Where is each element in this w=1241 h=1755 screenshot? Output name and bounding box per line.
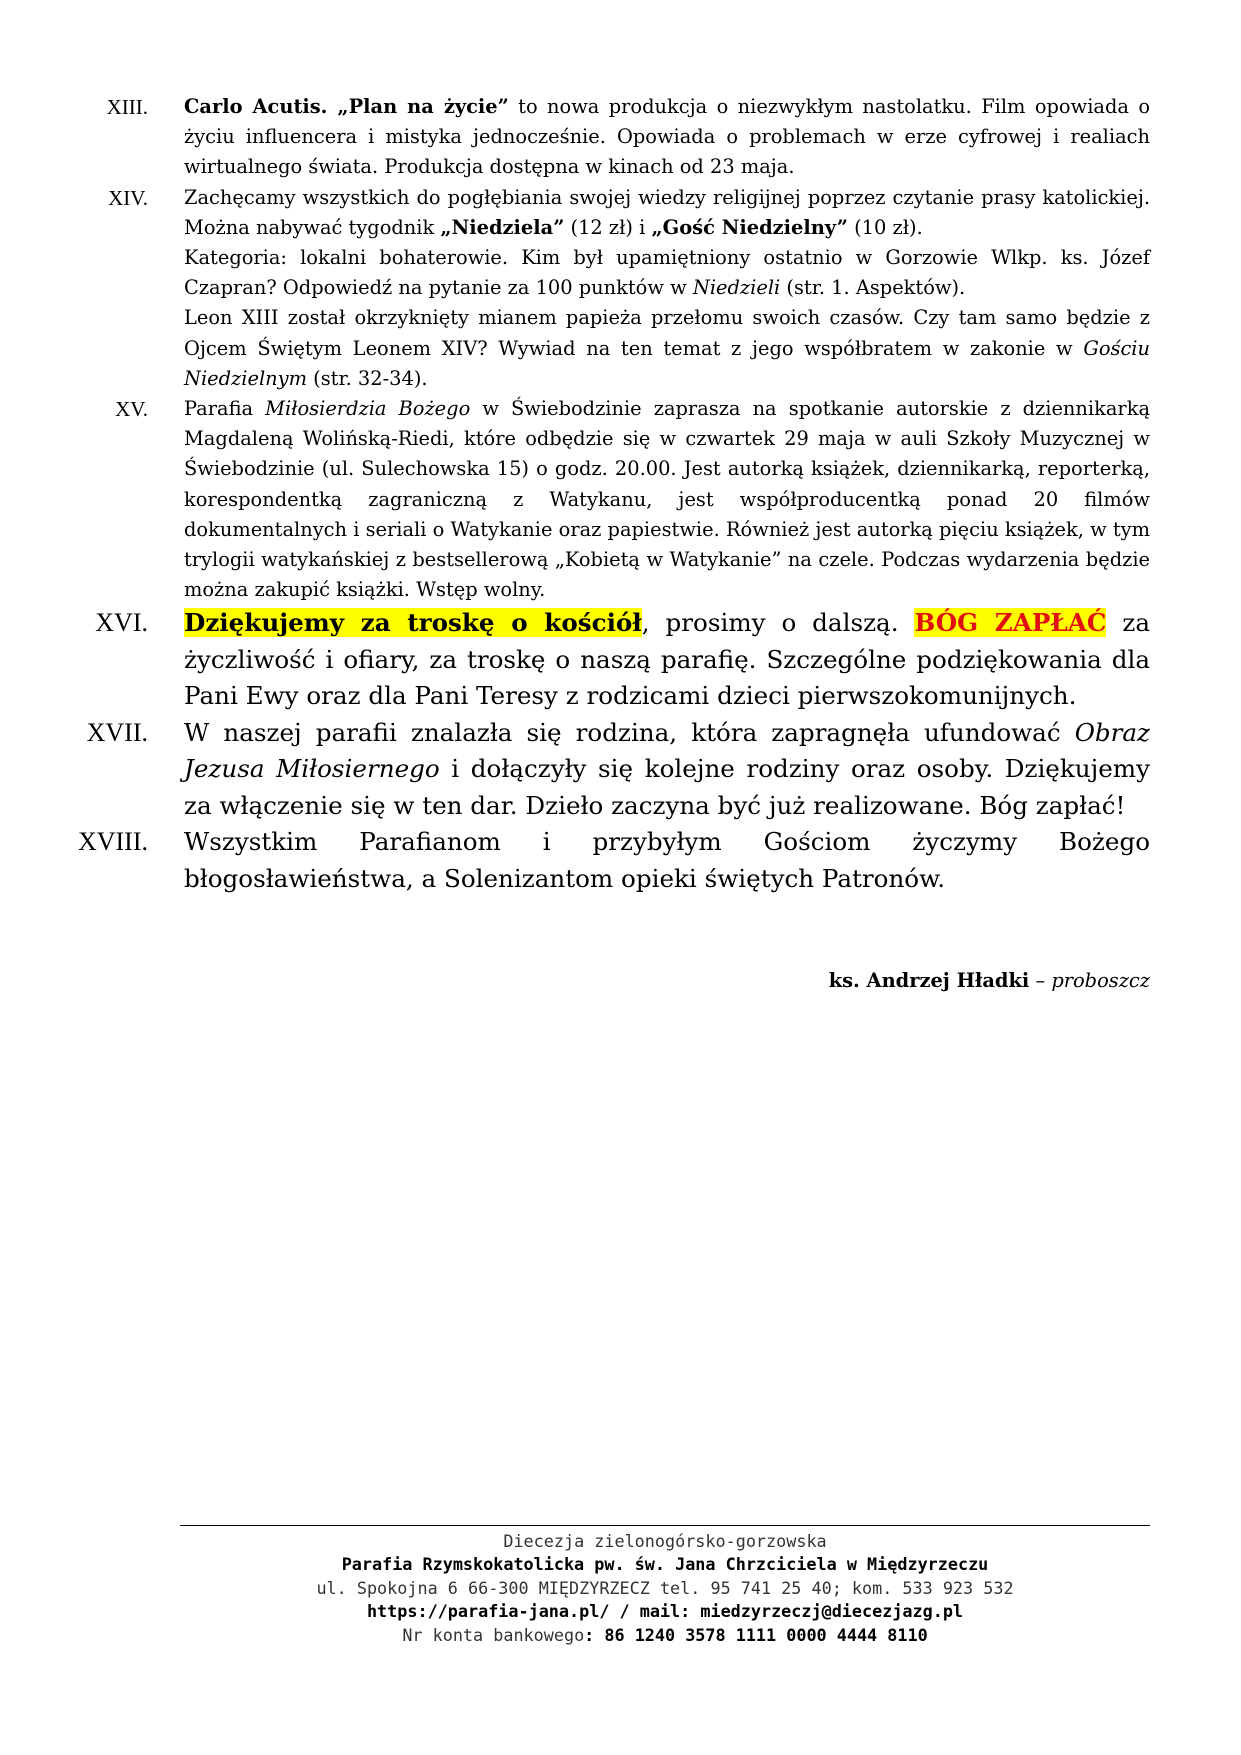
announcement-item: [70, 183, 1150, 394]
footer-diocese: Diecezja zielonogórsko-gorzowska: [503, 1531, 827, 1551]
item-paragraph: [184, 243, 1150, 303]
announcement-item: [70, 715, 1150, 825]
item-number: XIV.: [108, 185, 148, 210]
text-segment: W naszej parafii znalazła się rodzina, która zapragnęła ufundować: [184, 717, 1075, 747]
text-segment: i dołączyły się kolejne rodziny oraz osoby. Dziękujemy za włączenie się w ten dar. Dzieło zaczyna być już realizowane. Bóg zapłać!: [184, 754, 1150, 820]
item-paragraph: [184, 394, 1150, 605]
text-segment: (10 zł).: [847, 215, 923, 239]
text-segment: Leon XIII został okrzyknięty mianem papieża przełomu swoich czasów. Czy tam samo będzie z Ojcem Świętym Leonem XIV? Wywiad na ten temat z jego współbratem w zakonie w: [184, 306, 1150, 360]
item-body: [184, 605, 1150, 715]
text-segment: Dziękujemy za troskę o kościół: [184, 608, 642, 638]
item-number: XV.: [115, 397, 148, 422]
text-segment: Miłosierdzia Bożego: [265, 397, 471, 421]
announcement-item: [70, 394, 1150, 605]
text-segment: Zachęcamy wszystkich do pogłębiania swojej wiedzy religijnej poprzez czytanie prasy katolickiej. Można nabywać tygodnik: [184, 185, 1150, 239]
text-segment: „Gość Niedzielny”: [651, 215, 848, 239]
item-paragraph: [184, 92, 1150, 183]
text-segment: Kategoria: lokalni bohaterowie. Kim był upamiętniony ostatnio w Gorzowie Wlkp. ks. Józef Czapran? Odpowiedź na pytanie za 100 punktów w: [184, 246, 1150, 300]
signature-role: proboszcz: [1051, 969, 1150, 992]
text-segment: Carlo Acutis. „Plan na życie”: [184, 95, 509, 118]
text-segment: Niedzieli: [692, 276, 781, 300]
item-paragraph: [184, 183, 1150, 243]
text-segment: „Niedziela”: [440, 215, 565, 239]
signature-separator: –: [1029, 969, 1052, 992]
footer-bank-number: : 86 1240 3578 1111 0000 4444 8110: [584, 1624, 928, 1645]
item-body: [184, 183, 1150, 394]
item-body: [184, 715, 1150, 825]
item-body: [184, 824, 1150, 897]
item-body: [184, 394, 1150, 605]
item-number: XVIII.: [77, 827, 148, 857]
text-segment: to nowa produkcja o niezwykłym nastolatku. Film opowiada o życiu influencera i mistyka jednocześnie. Opowiada o problemach w erze cyfrowej i realiach wirtualnego świata. Produkcja dostępna w kinach od 23 maja.: [184, 95, 1150, 179]
item-number: XVI.: [95, 608, 148, 638]
announcement-item: [70, 824, 1150, 897]
text-segment: za życzliwość i ofiary, za troskę o naszą parafię. Szczególne podziękowania dla Pani Ewy oraz dla Pani Teresy z rodzicami dzieci pierwszokomunijnych.: [184, 608, 1150, 711]
signature-name: ks. Andrzej Hładki: [828, 969, 1030, 992]
text-segment: (12 zł) i: [564, 215, 652, 239]
footer-parish: Parafia Rzymskokatolicka pw. św. Jana Chrzciciela w Międzyrzeczu: [341, 1554, 989, 1575]
text-segment: (str. 1. Aspektów).: [780, 276, 966, 300]
item-paragraph: [184, 824, 1150, 897]
item-number: XIII.: [106, 95, 148, 119]
text-segment: (str. 32-34).: [306, 366, 428, 390]
announcement-item: [70, 92, 1150, 183]
announcements: [70, 92, 1150, 897]
footer-web-mail: https://parafia-jana.pl/ / mail: miedzyrzeczj@diecezjazg.pl: [366, 1601, 964, 1622]
text-segment: Wszystkim Parafianom i przybyłym Gościom życzymy Bożego błogosławieństwa, a Solenizantom opieki świętych Patronów.: [184, 827, 1150, 893]
item-number: XVII.: [86, 717, 148, 747]
item-paragraph: [184, 715, 1150, 825]
text-segment: Gościu Niedzielnym: [184, 336, 1150, 390]
footer-address: ul. Spokojna 6 66-300 MIĘDZYRZECZ tel. 95 741 25 40; kom. 533 923 532: [316, 1577, 1014, 1598]
text-segment: Obraz Jezusa Miłosiernego: [184, 717, 1150, 784]
item-body: [184, 92, 1150, 183]
footer-bank-label: Nr konta bankowego: [402, 1624, 585, 1645]
signature: [70, 969, 1150, 992]
text-segment: , prosimy o dalszą.: [641, 608, 915, 638]
item-paragraph: [184, 303, 1150, 394]
footer: [180, 1525, 1150, 1647]
announcement-item: [70, 605, 1150, 715]
text-segment: BÓG ZAPŁAĆ: [914, 608, 1107, 638]
text-segment: Parafia: [184, 397, 266, 421]
text-segment: w Świebodzinie zaprasza na spotkanie autorskie z dziennikarką Magdaleną Wolińską-Riedi, które odbędzie się w czwartek 29 maja w auli Szkoły Muzycznej w Świebodzinie (ul. Sulechowska 15) o godz. 20.00. Jest autorką książek, dziennikarką, reporterką, korespondentką zagraniczną z Watykanu, jest współproducentką ponad 20 filmów dokumentalnych i seriali o Watykanie oraz papiestwie. Również jest autorką pięciu książek, w tym trylogii watykańskiej z bestsellerową „Kobietą w Watykanie” na czele. Podczas wydarzenia będzie można zakupić książki. Wstęp wolny.: [184, 397, 1151, 602]
item-paragraph: [184, 605, 1150, 715]
